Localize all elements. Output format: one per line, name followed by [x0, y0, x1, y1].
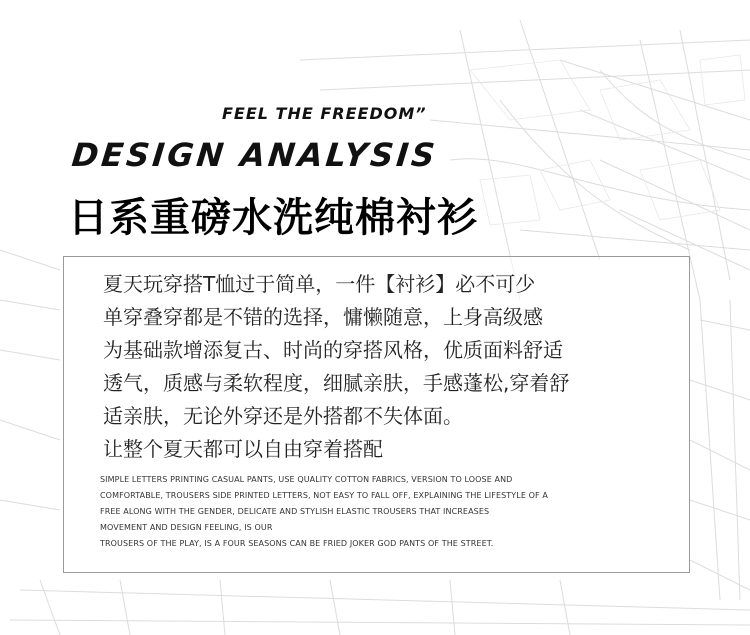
page-title: 日系重磅水洗纯棉衬衫: [68, 195, 478, 241]
english-line: FREE ALONG WITH THE GENDER, DELICATE AND STYLISH ELASTIC TROUSERS THAT INCREASES: [100, 507, 490, 516]
description-text: [103, 268, 663, 466]
description-line: 适亲肤，无论外穿还是外搭都不失体面。: [103, 404, 463, 428]
description-line: 透气，质感与柔软程度，细腻亲肤，手感蓬松,穿着舒: [103, 371, 570, 395]
english-line: MOVEMENT AND DESIGN FEELING, IS OUR: [100, 523, 273, 532]
english-description: [100, 472, 660, 552]
description-line: 为基础款增添复古、时尚的穿搭风格，优质面料舒适: [103, 338, 563, 362]
description-line: 夏天玩穿搭T恤过于简单，一件【衬衫】必不可少: [103, 272, 536, 296]
english-line: SIMPLE LETTERS PRINTING CASUAL PANTS, USE QUALITY COTTON FABRICS, VERSION TO LOOSE AND: [100, 475, 513, 484]
tagline: FEEL THE FREEDOM”: [222, 104, 427, 123]
english-line: COMFORTABLE, TROUSERS SIDE PRINTED LETTERS, NOT EASY TO FALL OFF, EXPLAINING THE LIFESTYLE OF A: [100, 491, 548, 500]
description-line: 单穿叠穿都是不错的选择，慵懒随意，上身高级感: [103, 305, 543, 329]
title-english: DESIGN ANALYSIS: [70, 136, 440, 174]
description-line: 让整个夏天都可以自由穿着搭配: [103, 437, 383, 461]
english-line: TROUSERS OF THE PLAY, IS A FOUR SEASONS CAN BE FRIED JOKER GOD PANTS OF THE STREET.: [100, 539, 494, 548]
